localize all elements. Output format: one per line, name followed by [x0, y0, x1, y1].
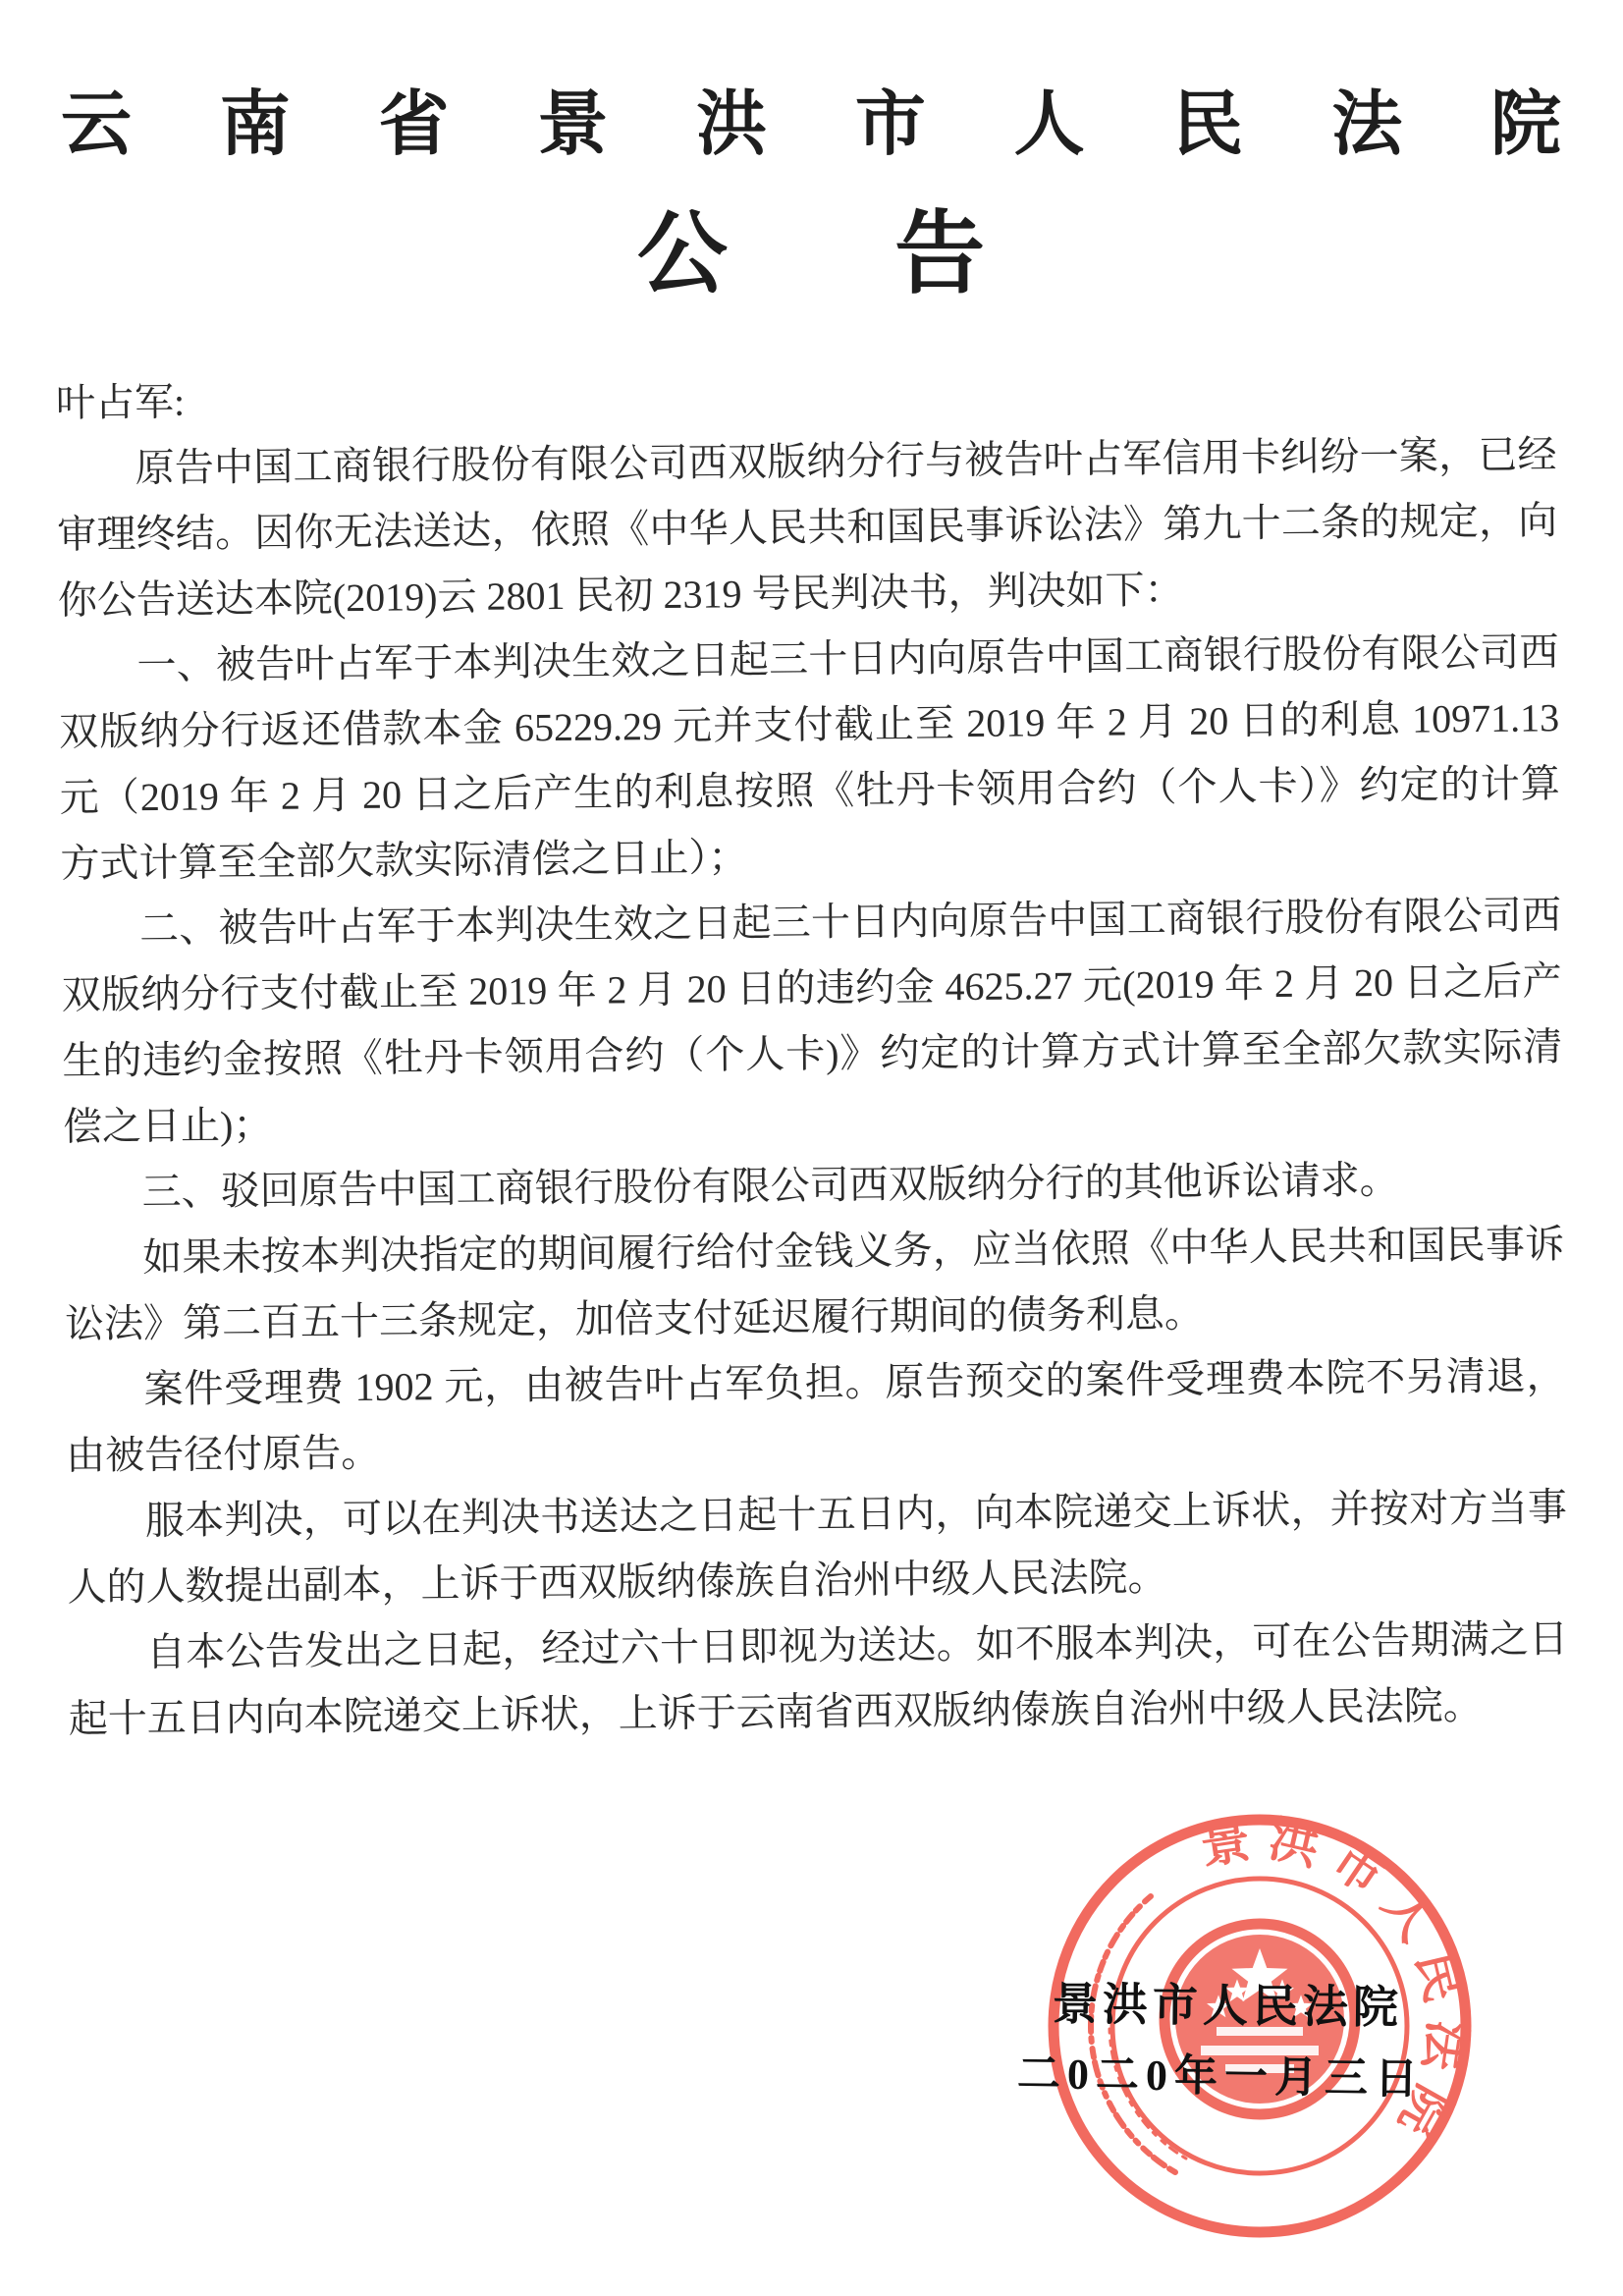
paragraph-service-deadline: 自本公告发出之日起，经过六十日即视为送达。如不服本判决，可在公告期满之日起十五日内向本院递交上诉状，上诉于云南省西双版纳傣族自治州中级人民法院。	[68, 1616, 1569, 1742]
paragraph-judgment-item-3: 三、驳回原告中国工商银行股份有限公司西双版纳分行的其他诉讼请求。	[141, 1157, 1399, 1215]
paragraph-late-performance: 如果未按本判决指定的期间履行给付金钱义务，应当依照《中华人民共和国民事诉讼法》第二百五十三条规定，加倍支付延迟履行期间的债务利息。	[64, 1222, 1565, 1347]
paragraph-court-fee: 案件受理费 1902 元，由被告叶占军负担。原告预交的案件受理费本院不另清退，由被告径付原告。	[66, 1353, 1566, 1479]
notice-body	[56, 355, 1569, 1752]
court-seal	[1016, 1805, 1481, 2247]
paragraph-judgment-item-2: 二、被告叶占军于本判决生效之日起三十日内向原告中国工商银行股份有限公司西双版纳分行支付截止至 2019 年 2 月 20 日的违约金 4625.27 元(2019 年 2 月 20 日之后产生的违约金按照《牡丹卡领用合约（个人卡)》约定的计算方式计算至全部欠款实际清偿之日止)；	[61, 893, 1563, 1150]
salutation: 叶占军:	[55, 379, 186, 426]
seal-arc-text: 景洪市人民法院	[1197, 1810, 1476, 2159]
court-title: 云南省景洪市人民法院	[61, 85, 1561, 164]
paragraph-judgment-item-1: 一、被告叶占军于本判决生效之日起三十日内向原告中国工商银行股份有限公司西双版纳分行返还借款本金 65229.29 元并支付截止至 2019 年 2 月 20 日的利息 10971.13 元（2019 年 2 月 20 日之后产生的利息按照《牡丹卡领用合约（个人卡）》约定的计算方式计算至全部欠款实际清偿之日止）；	[58, 629, 1560, 887]
seal-court-name: 景洪市人民法院	[1052, 1979, 1404, 2033]
paragraph-case-summary: 原告中国工商银行股份有限公司西双版纳分行与被告叶占军信用卡纠纷一案，已经审理终结。因你无法送达，依照《中华人民共和国民事诉讼法》第九十二条的规定，向你公告送达本院(2019)云 2801 民初 2319 号民判决书，判决如下：	[57, 432, 1558, 624]
notice-page	[55, 0, 1569, 1746]
seal-date: 二0二0年一月三日	[1016, 2050, 1426, 2104]
notice-heading: 公告	[636, 204, 1153, 305]
paragraph-appeal-rights: 服本判决，可以在判决书送达之日起十五日内，向本院递交上诉状，并按对方当事人的人数提出副本，上诉于西双版纳傣族自治州中级人民法院。	[67, 1485, 1568, 1611]
